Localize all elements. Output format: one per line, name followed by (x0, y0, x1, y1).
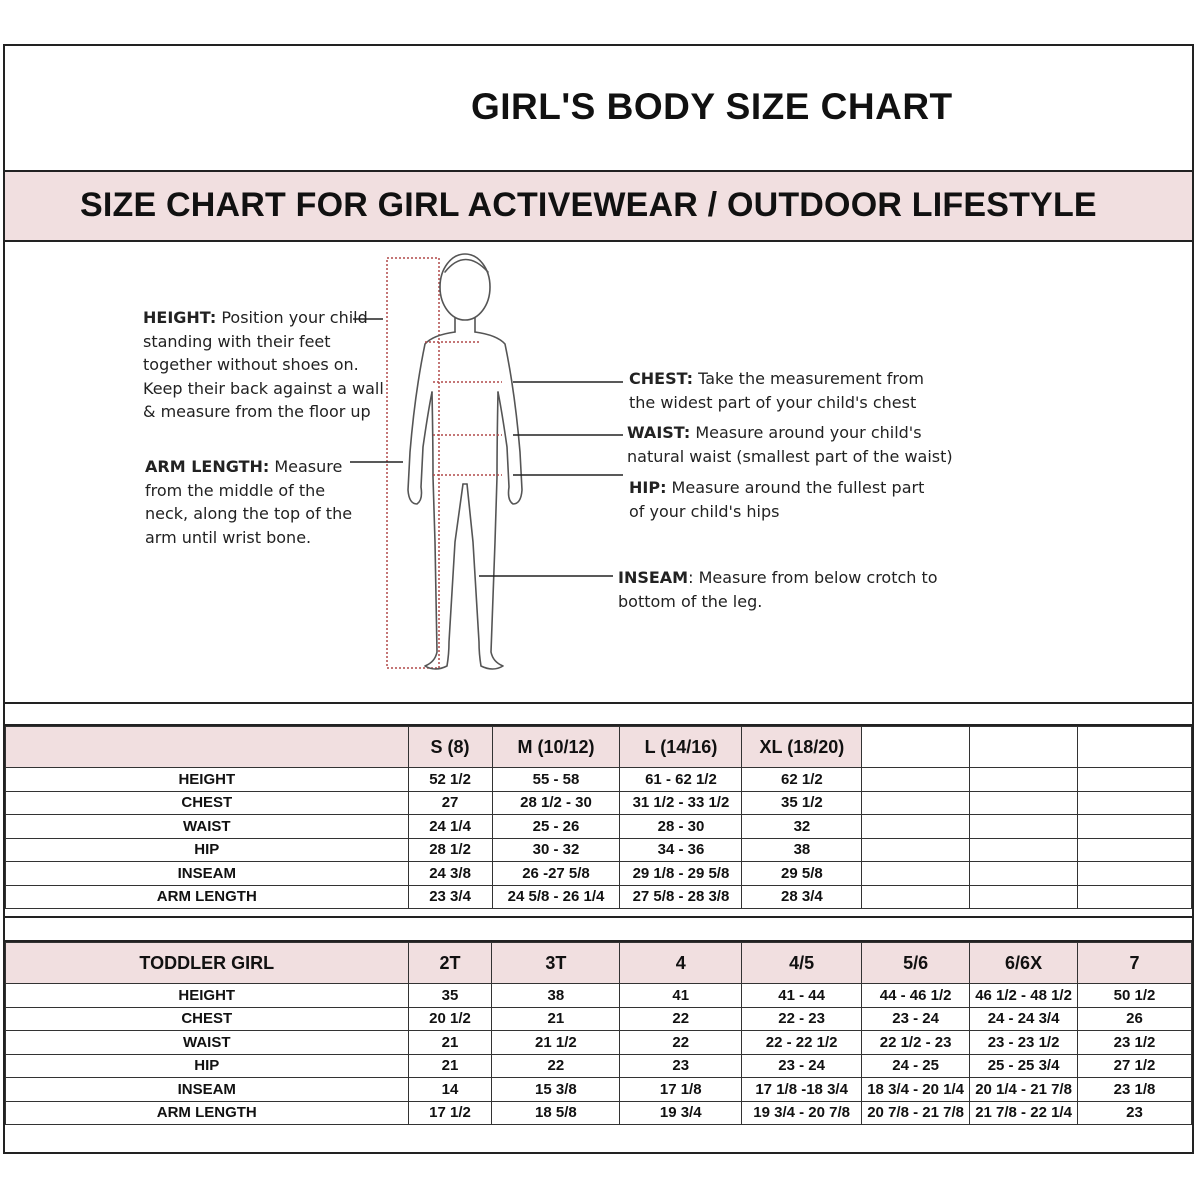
table-row (6, 1054, 1192, 1078)
size-chart-frame (3, 44, 1194, 1154)
size-header: 7 (1078, 943, 1192, 984)
table-row (6, 1007, 1192, 1031)
measurement-value: 38 (492, 984, 620, 1008)
table-row (6, 815, 1192, 839)
measurement-value: 21 7/8 - 22 1/4 (970, 1101, 1078, 1125)
measurement-value: 21 1/2 (492, 1031, 620, 1055)
height-note-text-5: & measure from the floor up (143, 402, 371, 421)
measurement-value: 23 3/4 (408, 885, 492, 909)
measurement-value: 17 1/8 -18 3/4 (742, 1078, 862, 1102)
measurement-value: 28 3/4 (742, 885, 862, 909)
height-note-text-4: Keep their back against a wall (143, 378, 384, 398)
arm-length-note (145, 455, 352, 549)
height-guide-box (387, 258, 439, 668)
measurement-value: 25 - 25 3/4 (970, 1054, 1078, 1078)
size-header: 5/6 (862, 943, 970, 984)
measurement-value: 28 1/2 - 30 (492, 791, 620, 815)
height-note-text-3: together without shoes on. (143, 355, 359, 374)
measurement-value: 22 1/2 - 23 (862, 1031, 970, 1055)
measurement-value: 14 (408, 1078, 492, 1102)
measurement-value: 28 - 30 (620, 815, 742, 839)
measurement-value: 30 - 32 (492, 838, 620, 862)
measurement-value (970, 768, 1078, 792)
page-subtitle: SIZE CHART FOR GIRL ACTIVEWEAR / OUTDOOR LIFESTYLE (80, 186, 1097, 224)
measurement-value: 38 (742, 838, 862, 862)
measurement-label: ARM LENGTH (6, 885, 409, 909)
size-header: L (14/16) (620, 727, 742, 768)
measurement-label: HIP (6, 838, 409, 862)
size-header: M (10/12) (492, 727, 620, 768)
measurement-value (862, 838, 970, 862)
measurement-value: 23 (1078, 1101, 1192, 1125)
measurement-value: 18 5/8 (492, 1101, 620, 1125)
pointer-lines (350, 319, 623, 576)
measurement-label: INSEAM (6, 1078, 409, 1102)
title-row (5, 46, 1192, 172)
measurement-value: 23 (620, 1054, 742, 1078)
subtitle-band (5, 172, 1192, 242)
measurement-value (970, 838, 1078, 862)
measurement-value: 52 1/2 (408, 768, 492, 792)
table-spacer (5, 704, 1192, 726)
table-row (6, 838, 1192, 862)
measurement-value (1078, 885, 1192, 909)
hip-note-label: HIP: (629, 478, 667, 497)
measurement-value (862, 885, 970, 909)
measurement-value: 62 1/2 (742, 768, 862, 792)
measurement-value: 27 5/8 - 28 3/8 (620, 885, 742, 909)
height-note-text-1: Position your child (216, 308, 368, 327)
measurement-value: 41 (620, 984, 742, 1008)
measurement-value (1078, 815, 1192, 839)
measurement-label: WAIST (6, 815, 409, 839)
table-row (6, 984, 1192, 1008)
measurement-value: 20 1/2 (408, 1007, 492, 1031)
measurement-value: 19 3/4 (620, 1101, 742, 1125)
measurement-value: 27 (408, 791, 492, 815)
measurement-value: 32 (742, 815, 862, 839)
measurement-value (1078, 768, 1192, 792)
measurement-label: WAIST (6, 1031, 409, 1055)
measurement-label: HEIGHT (6, 768, 409, 792)
measurement-value: 22 (492, 1054, 620, 1078)
measurement-value: 22 - 23 (742, 1007, 862, 1031)
measurement-guide (5, 242, 1192, 704)
row-label-header (6, 727, 409, 768)
size-header: S (8) (408, 727, 492, 768)
measurement-label: HIP (6, 1054, 409, 1078)
table-spacer (5, 916, 1192, 942)
chest-note (629, 367, 924, 414)
measurement-value: 22 (620, 1007, 742, 1031)
size-header: 6/6X (970, 943, 1078, 984)
measurement-value: 15 3/8 (492, 1078, 620, 1102)
height-note-text-2: standing with their feet (143, 331, 331, 351)
inseam-note (618, 566, 938, 613)
measurement-value (1078, 791, 1192, 815)
table-row (6, 885, 1192, 909)
measurement-value: 20 1/4 - 21 7/8 (970, 1078, 1078, 1102)
measurement-value: 61 - 62 1/2 (620, 768, 742, 792)
table-row (6, 768, 1192, 792)
measurement-value: 26 -27 5/8 (492, 862, 620, 886)
arm-length-note-text: Measure (269, 457, 343, 476)
measurement-value: 23 - 23 1/2 (970, 1031, 1078, 1055)
measurement-label: CHEST (6, 791, 409, 815)
measurement-value (862, 862, 970, 886)
measurement-value (862, 768, 970, 792)
arm-length-note-text: arm until wrist bone. (145, 527, 312, 547)
measurement-value (862, 815, 970, 839)
chest-note-text: Take the measurement from (693, 369, 924, 388)
chest-note-label: CHEST: (629, 369, 694, 388)
measurement-value: 28 1/2 (408, 838, 492, 862)
measurement-value: 24 3/8 (408, 862, 492, 886)
size-header: 4 (620, 943, 742, 984)
measurement-value: 29 5/8 (742, 862, 862, 886)
measurement-value: 21 (408, 1054, 492, 1078)
measurement-value: 23 1/2 (1078, 1031, 1192, 1055)
table-row (6, 1078, 1192, 1102)
measurement-value: 55 - 58 (492, 768, 620, 792)
measurement-value: 23 1/8 (1078, 1078, 1192, 1102)
page-title: GIRL'S BODY SIZE CHART (471, 86, 953, 127)
size-header: XL (18/20) (742, 727, 862, 768)
height-note-label: HEIGHT: (143, 308, 217, 327)
measurement-label: CHEST (6, 1007, 409, 1031)
measurement-value (862, 791, 970, 815)
size-header: 3T (492, 943, 620, 984)
measurement-value (970, 791, 1078, 815)
table-row (6, 791, 1192, 815)
measurement-value: 23 - 24 (742, 1054, 862, 1078)
measurement-value: 50 1/2 (1078, 984, 1192, 1008)
measurement-value (970, 885, 1078, 909)
measurement-value: 17 1/8 (620, 1078, 742, 1102)
measurement-value: 44 - 46 1/2 (862, 984, 970, 1008)
arm-length-note-text: from the middle of the (145, 480, 326, 500)
inseam-note-label: INSEAM (618, 568, 689, 587)
measurement-value: 24 - 25 (862, 1054, 970, 1078)
waist-note-text: Measure around your child's (690, 423, 922, 442)
measurement-value: 18 3/4 - 20 1/4 (862, 1078, 970, 1102)
waist-note-label: WAIST: (627, 423, 691, 442)
height-note (143, 306, 384, 424)
measurement-value: 23 - 24 (862, 1007, 970, 1031)
arm-length-note-text: neck, along the top of the (145, 504, 353, 523)
size-header: 4/5 (742, 943, 862, 984)
girl-size-table (5, 726, 1192, 909)
measurement-value: 24 5/8 - 26 1/4 (492, 885, 620, 909)
arm-length-note-label: ARM LENGTH: (145, 457, 270, 476)
table-row (6, 862, 1192, 886)
measurement-value: 35 (408, 984, 492, 1008)
waist-note (627, 421, 953, 468)
table-row (6, 1101, 1192, 1125)
measurement-value (970, 862, 1078, 886)
measurement-value: 34 - 36 (620, 838, 742, 862)
measurement-value (1078, 862, 1192, 886)
toddler-girl-size-table (5, 942, 1192, 1125)
measurement-value: 20 7/8 - 21 7/8 (862, 1101, 970, 1125)
inseam-note-text: : Measure from below crotch to (688, 568, 938, 587)
size-header: 2T (408, 943, 492, 984)
hip-note-text: of your child's hips (629, 501, 780, 521)
table-row (6, 1031, 1192, 1055)
measurement-value (970, 815, 1078, 839)
measurement-value: 29 1/8 - 29 5/8 (620, 862, 742, 886)
size-header (862, 727, 970, 768)
child-figure-outline (408, 254, 522, 669)
measurement-value: 24 1/4 (408, 815, 492, 839)
measurement-value (1078, 838, 1192, 862)
measurement-value: 41 - 44 (742, 984, 862, 1008)
measurement-value: 27 1/2 (1078, 1054, 1192, 1078)
waist-note-text: natural waist (smallest part of the waist) (627, 446, 953, 466)
row-label-header: TODDLER GIRL (6, 943, 409, 984)
measurement-value: 31 1/2 - 33 1/2 (620, 791, 742, 815)
measurement-value: 17 1/2 (408, 1101, 492, 1125)
measurement-value: 19 3/4 - 20 7/8 (742, 1101, 862, 1125)
size-header (1078, 727, 1192, 768)
hip-note (629, 476, 924, 523)
measurement-label: HEIGHT (6, 984, 409, 1008)
measurement-value: 22 - 22 1/2 (742, 1031, 862, 1055)
measurement-value: 35 1/2 (742, 791, 862, 815)
hip-note-text: Measure around the fullest part (666, 478, 925, 497)
measurement-bands (425, 342, 502, 475)
size-header (970, 727, 1078, 768)
measurement-value: 46 1/2 - 48 1/2 (970, 984, 1078, 1008)
chest-note-text: the widest part of your child's chest (629, 392, 917, 412)
measurement-value: 22 (620, 1031, 742, 1055)
measurement-value: 24 - 24 3/4 (970, 1007, 1078, 1031)
measurement-value: 21 (408, 1031, 492, 1055)
measurement-label: ARM LENGTH (6, 1101, 409, 1125)
measurement-value: 26 (1078, 1007, 1192, 1031)
measurement-value: 21 (492, 1007, 620, 1031)
measurement-value: 25 - 26 (492, 815, 620, 839)
inseam-note-text: bottom of the leg. (618, 591, 763, 611)
measurement-label: INSEAM (6, 862, 409, 886)
